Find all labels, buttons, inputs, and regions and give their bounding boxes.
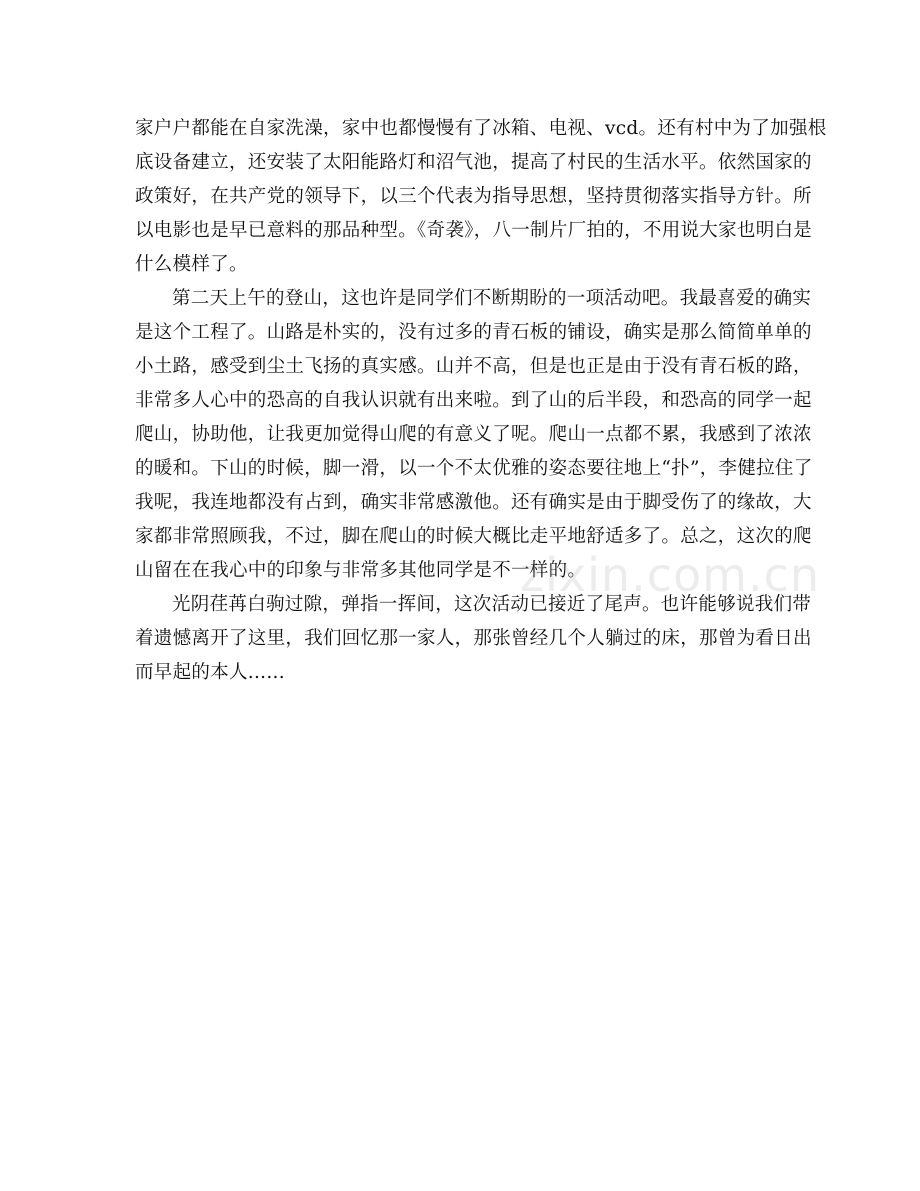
text-line: 家都非常照顾我，不过，脚在爬山的时候大概比走平地舒适多了。总之，这次的爬: [135, 526, 812, 547]
watermark: zixin.com.cn: [520, 548, 821, 602]
text-line: 的暖和。下山的时候，脚一滑，以一个不太优雅的姿态要往地上“扑”，李健拉住了: [135, 458, 813, 479]
text-line: 我呢，我连地都没有占到，确实非常感激他。还有确实是由于脚受伤了的缘故，大: [135, 492, 812, 513]
paragraph: [135, 588, 812, 690]
text-line: 什么模样了。: [135, 254, 248, 275]
paragraph: [135, 282, 813, 588]
text-line: 第二天上午的登山，这也许是同学们不断期盼的一项活动吧。我最喜爱的确实: [172, 288, 812, 309]
text-line: 小土路，感受到尘土飞扬的真实感。山并不高，但是也正是由于没有青石板的路，: [135, 356, 812, 377]
text-line: 政策好，在共产党的领导下，以三个代表为指导思想，坚持贯彻落实指导方针。所: [135, 186, 812, 207]
text-line: 以电影也是早已意料的那品种型。《奇袭》，八一制片厂拍的，不用说大家也明白是: [135, 220, 813, 241]
text-line: 非常多人心中的恐高的自我认识就有出来啦。到了山的后半段，和恐高的同学一起: [135, 390, 812, 411]
text-line: 底设备建立，还安装了太阳能路灯和沼气池，提高了村民的生活水平。依然国家的: [135, 152, 812, 173]
text-line: 着遗憾离开了这里，我们回忆那一家人，那张曾经几个人躺过的床，那曾为看日出: [135, 628, 812, 649]
text-line: 是这个工程了。山路是朴实的，没有过多的青石板的铺设，确实是那么简简单单的: [135, 322, 812, 343]
document-body: [135, 112, 827, 690]
text-line: 光阴荏苒白驹过隙，弹指一挥间，这次活动已接近了尾声。也许能够说我们带: [172, 594, 812, 615]
text-line: 爬山，协助他，让我更加觉得山爬的有意义了呢。爬山一点都不累，我感到了浓浓: [135, 424, 812, 445]
text-line: 山留在在我心中的印象与非常多其他同学是不一样的。: [135, 560, 587, 581]
text-line: 家户户都能在自家洗澡，家中也都慢慢有了冰箱、电视、vcd。还有村中为了加强根: [135, 118, 827, 139]
paragraph: [135, 112, 827, 282]
text-line: 而早起的本人......: [135, 662, 285, 683]
